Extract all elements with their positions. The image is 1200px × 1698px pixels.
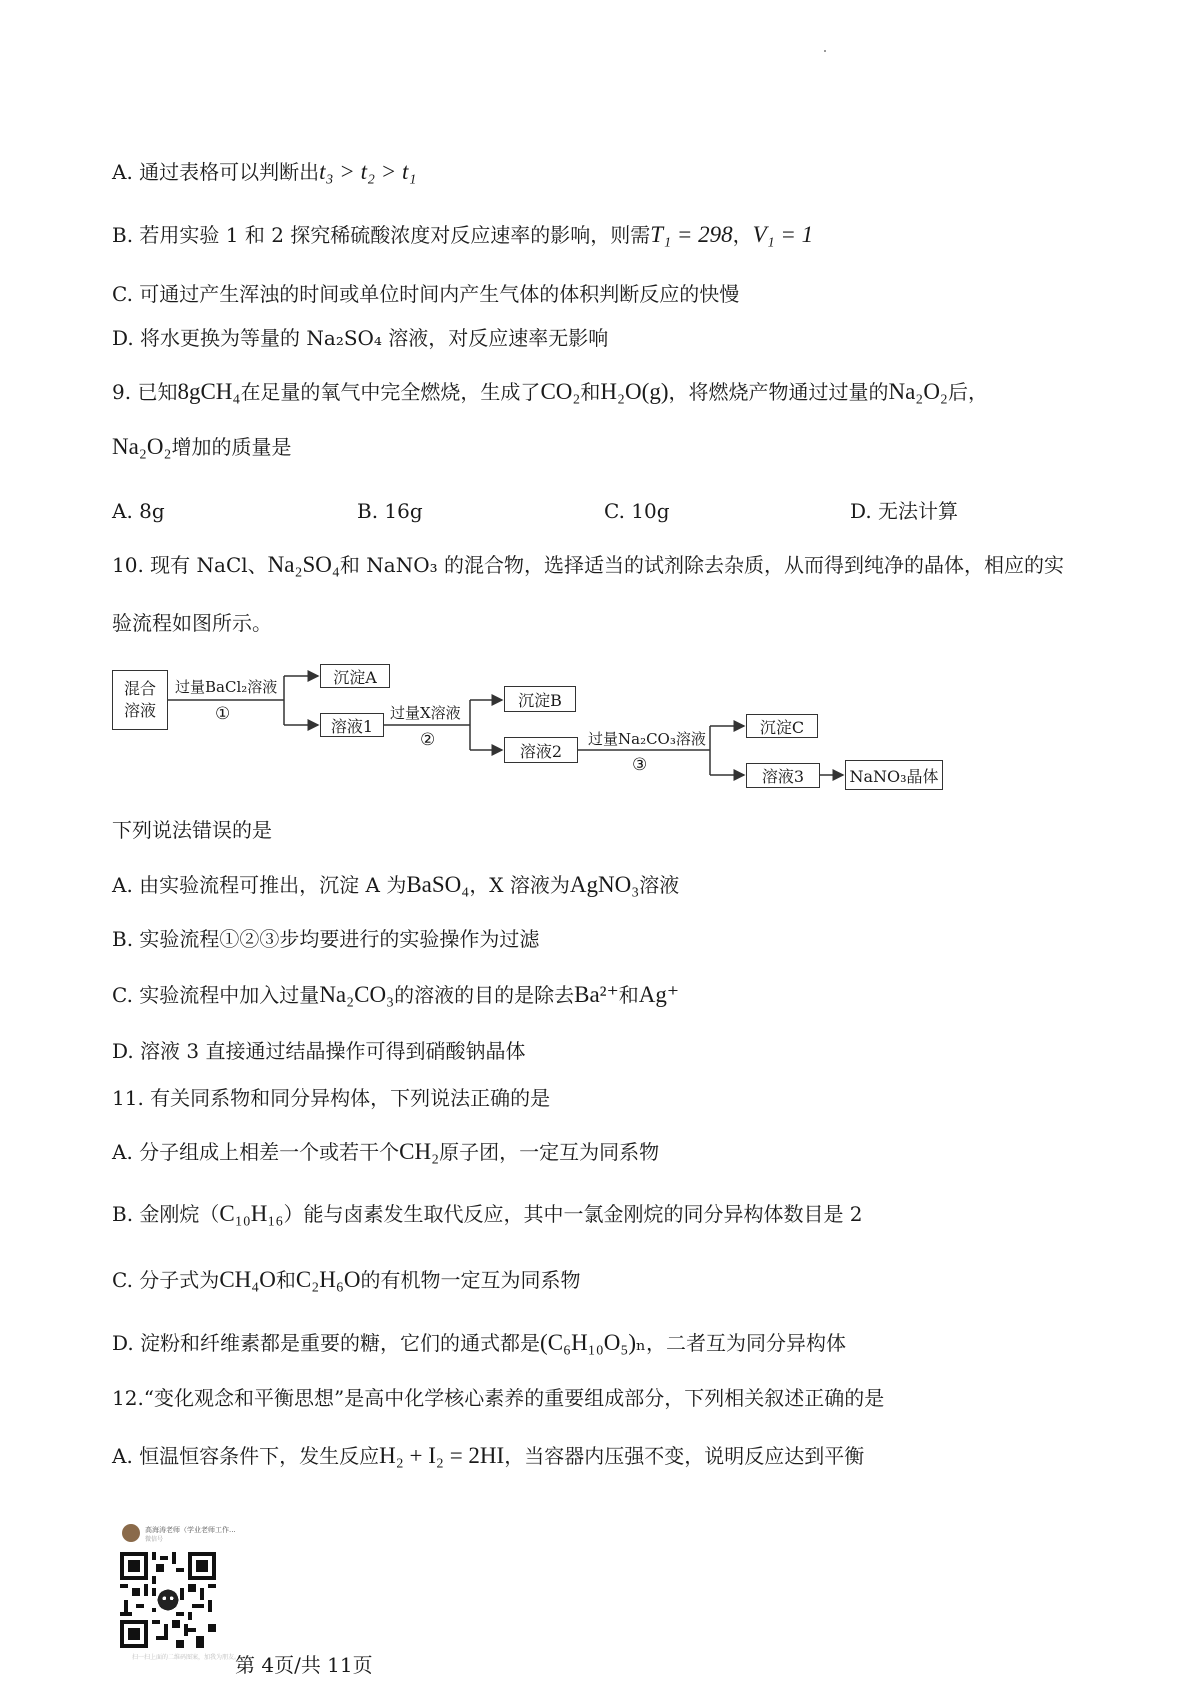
option-text: 原子团，一定互为同系物 — [439, 1140, 660, 1164]
qr-account-name: 高海涛老师（学业老师工作... — [145, 1526, 236, 1534]
q8-option-c: C. 可通过产生浑浊的时间或单位时间内产生气体的体积判断反应的快慢 — [112, 282, 740, 306]
flow-step1-reagent: 过量BaCl₂溶液 — [175, 678, 278, 696]
option-text: C. 分子式为 — [112, 1268, 220, 1292]
formula: C₁₀H₁₆ — [219, 1201, 284, 1226]
q10-option-a — [112, 870, 679, 900]
stem-text: 在足量的氧气中完全燃烧，生成了 — [240, 380, 541, 404]
flow-step2-reagent: 过量X溶液 — [390, 704, 461, 722]
math-volume: V₁ = 1 — [752, 222, 814, 247]
option-text: 的有机物一定互为同系物 — [360, 1268, 581, 1292]
formula: CH₄O — [219, 1267, 276, 1292]
q10-stem-line2: 验流程如图所示。 — [112, 611, 272, 635]
q11-option-b — [112, 1199, 863, 1229]
flow-arrows — [0, 0, 1200, 820]
q9-option-c: C. 10g — [604, 499, 670, 523]
qr-caption: 扫一扫上面的二维码图案，加我为朋友。 — [132, 1654, 241, 1661]
formula: 8gCH₄ — [177, 379, 241, 404]
q10-option-b: B. 实验流程①②③步均要进行的实验操作为过滤 — [112, 927, 540, 951]
qr-code-icon — [120, 1552, 216, 1648]
flow-step3-number: ③ — [632, 755, 648, 775]
option-text: ，当容器内压强不变，说明反应达到平衡 — [504, 1444, 865, 1468]
flow-solution-2: 溶液2 — [504, 737, 578, 763]
stem-text: 增加的质量是 — [171, 435, 292, 459]
q9-option-a: A. 8g — [112, 499, 165, 523]
formula: CH₂ — [399, 1139, 440, 1164]
formula: Na₂SO₄ — [267, 552, 340, 577]
option-text: ）能与卤素发生取代反应，其中一氯金刚烷的同分异构体数目是 2 — [283, 1202, 863, 1226]
formula: Ag⁺ — [638, 982, 679, 1007]
q9-option-b: B. 16g — [357, 499, 423, 523]
flow-solution-3: 溶液3 — [746, 763, 820, 788]
q8-option-d: D. 将水更换为等量的 Na₂SO₄ 溶液，对反应速率无影响 — [112, 326, 609, 350]
q11-stem: 11. 有关同系物和同分异构体，下列说法正确的是 — [112, 1086, 551, 1110]
option-text: D. 淀粉和纤维素都是重要的糖，它们的通式都是 — [112, 1331, 541, 1355]
avatar — [122, 1524, 140, 1542]
flow-step1-number: ① — [215, 704, 231, 724]
formula: BaSO₄ — [406, 872, 470, 897]
option-text: A. 恒温恒容条件下，发生反应 — [112, 1444, 380, 1468]
separator: ， — [732, 223, 753, 247]
option-text: B. 若用实验 1 和 2 探究稀硫酸浓度对反应速率的影响，则需 — [112, 223, 651, 247]
qr-account-sub: 微信号 — [145, 1536, 164, 1543]
formula: C₂H₆O — [295, 1267, 361, 1292]
q11-option-d — [112, 1328, 846, 1358]
flow-step2-number: ② — [420, 730, 436, 750]
option-text: C. 实验流程中加入过量 — [112, 983, 320, 1007]
q11-option-a — [112, 1137, 659, 1167]
option-text: ，X 溶液为 — [469, 873, 570, 897]
formula: Na₂O₂ — [112, 434, 172, 459]
formula: CO₂ — [540, 379, 581, 404]
q10-question: 下列说法错误的是 — [112, 818, 272, 842]
flow-label: 混合溶液 — [123, 679, 156, 720]
stem-text: 10. 现有 NaCl、 — [112, 553, 268, 577]
option-text: A. 分子组成上相差一个或若干个 — [112, 1140, 400, 1164]
flow-start-box — [112, 670, 168, 730]
stem-text: ，将燃烧产物通过过量的 — [668, 380, 889, 404]
option-text: ，二者互为同分异构体 — [645, 1331, 846, 1355]
formula: AgNO₃ — [569, 872, 640, 897]
formula: H₂ + I₂ = 2HI — [379, 1443, 505, 1468]
q12-stem: 12.“变化观念和平衡思想”是高中化学核心素养的重要组成部分，下列相关叙述正确的是 — [112, 1386, 885, 1410]
option-text: A. 由实验流程可推出，沉淀 A 为 — [112, 873, 407, 897]
q10-option-c — [112, 980, 679, 1010]
formula: H₂O(g) — [600, 379, 669, 404]
flow-step3-reagent: 过量Na₂CO₃溶液 — [588, 730, 706, 748]
formula: Ba²⁺ — [574, 982, 619, 1007]
option-text: A. 通过表格可以判断出 — [112, 160, 320, 184]
formula: Na₂CO₃ — [319, 982, 395, 1007]
stem-text: 后， — [947, 380, 988, 404]
page-number: 第 4页/共 11页 — [235, 1653, 373, 1677]
q12-option-a — [112, 1441, 864, 1471]
option-text: 和 — [618, 983, 639, 1007]
option-text: 的溶液的目的是除去 — [394, 983, 575, 1007]
flow-product-box: NaNO₃晶体 — [845, 760, 943, 790]
stem-text: 和 NaNO₃ 的混合物，选择适当的试剂除去杂质，从而得到纯净的晶体，相应的实 — [339, 553, 1064, 577]
option-text: B. 金刚烷（ — [112, 1202, 220, 1226]
stem-text: 和 — [580, 380, 601, 404]
formula: (C₆H₁₀O₅)ₙ — [540, 1330, 646, 1355]
q10-option-d: D. 溶液 3 直接通过结晶操作可得到硝酸钠晶体 — [112, 1039, 526, 1063]
q11-option-c — [112, 1265, 581, 1295]
flow-solution-1: 溶液1 — [320, 713, 384, 737]
formula: Na₂O₂ — [888, 379, 948, 404]
math-temperature: T₁ = 298 — [650, 222, 733, 247]
stem-text: 9. 已知 — [112, 380, 178, 404]
flow-precipitate-b: 沉淀B — [504, 686, 576, 712]
flow-precipitate-a: 沉淀A — [320, 664, 390, 688]
math-inequality: t₃ > t₂ > t₁ — [319, 159, 417, 184]
option-text: 和 — [275, 1268, 296, 1292]
flow-precipitate-c: 沉淀C — [746, 714, 818, 738]
q9-option-d: D. 无法计算 — [850, 499, 959, 523]
option-text: 溶液 — [639, 873, 680, 897]
